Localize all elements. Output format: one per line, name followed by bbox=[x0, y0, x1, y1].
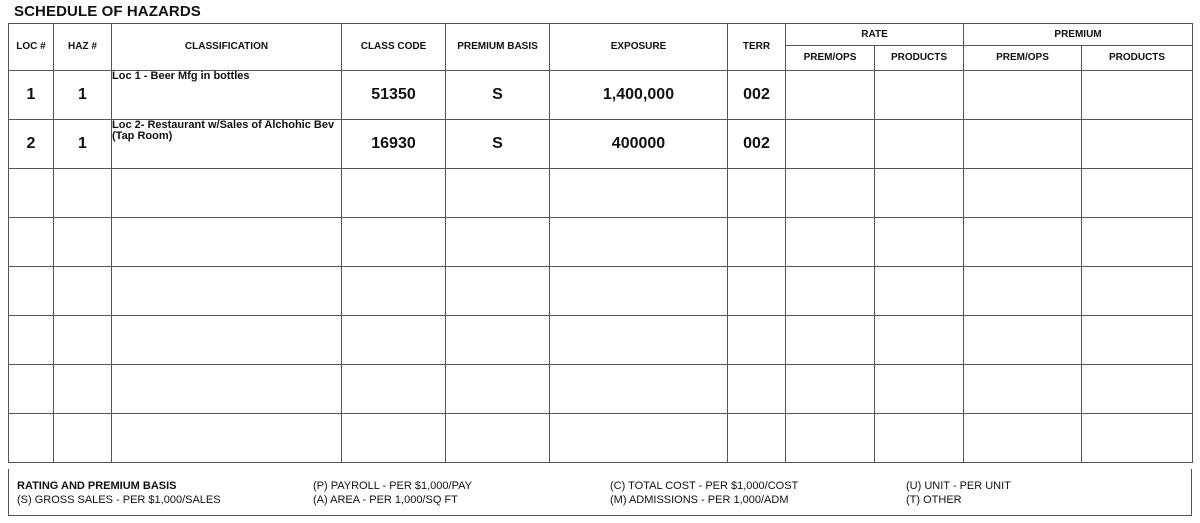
cell-class-code[interactable] bbox=[342, 169, 446, 218]
table-row bbox=[9, 365, 1193, 414]
cell-premium-premops[interactable] bbox=[964, 414, 1082, 463]
cell-haz[interactable] bbox=[54, 169, 112, 218]
cell-terr[interactable] bbox=[728, 169, 786, 218]
cell-rate-premops[interactable] bbox=[786, 414, 875, 463]
cell-classification[interactable]: Loc 1 - Beer Mfg in bottles bbox=[112, 71, 342, 120]
header-rate: RATE bbox=[786, 24, 964, 46]
header-terr: TERR bbox=[728, 24, 786, 71]
table-row bbox=[9, 316, 1193, 365]
cell-rate-products[interactable] bbox=[875, 365, 964, 414]
legend-gross-sales: (S) GROSS SALES - PER $1,000/SALES bbox=[17, 494, 221, 506]
legend-area: (A) AREA - PER 1,000/SQ FT bbox=[313, 494, 458, 506]
header-premium-basis: PREMIUM BASIS bbox=[446, 24, 550, 71]
cell-premium-basis[interactable] bbox=[446, 267, 550, 316]
cell-classification[interactable] bbox=[112, 365, 342, 414]
cell-loc[interactable] bbox=[9, 218, 54, 267]
header-classification: CLASSIFICATION bbox=[112, 24, 342, 71]
cell-terr[interactable] bbox=[728, 414, 786, 463]
cell-classification[interactable] bbox=[112, 267, 342, 316]
cell-haz[interactable]: 1 bbox=[54, 71, 112, 120]
header-haz: HAZ # bbox=[54, 24, 112, 71]
cell-premium-premops[interactable] bbox=[964, 71, 1082, 120]
legend-payroll: (P) PAYROLL - PER $1,000/PAY bbox=[313, 480, 472, 492]
cell-rate-premops[interactable] bbox=[786, 169, 875, 218]
cell-rate-products[interactable] bbox=[875, 267, 964, 316]
cell-haz[interactable] bbox=[54, 218, 112, 267]
cell-premium-basis[interactable] bbox=[446, 169, 550, 218]
cell-terr[interactable] bbox=[728, 267, 786, 316]
cell-premium-premops[interactable] bbox=[964, 120, 1082, 169]
legend-other: (T) OTHER bbox=[906, 494, 962, 506]
cell-premium-basis[interactable] bbox=[446, 316, 550, 365]
cell-rate-premops[interactable] bbox=[786, 71, 875, 120]
legend-heading: RATING AND PREMIUM BASIS bbox=[17, 480, 177, 492]
header-loc: LOC # bbox=[9, 24, 54, 71]
header-rate-products: PRODUCTS bbox=[875, 46, 964, 71]
cell-premium-basis[interactable]: S bbox=[446, 71, 550, 120]
cell-exposure[interactable] bbox=[550, 316, 728, 365]
cell-class-code[interactable] bbox=[342, 365, 446, 414]
cell-haz[interactable] bbox=[54, 365, 112, 414]
legend-total-cost: (C) TOTAL COST - PER $1,000/COST bbox=[610, 480, 799, 492]
legend-unit: (U) UNIT - PER UNIT bbox=[906, 480, 1011, 492]
header-premium-premops: PREM/OPS bbox=[964, 46, 1082, 71]
cell-premium-products[interactable] bbox=[1082, 316, 1193, 365]
cell-loc[interactable] bbox=[9, 267, 54, 316]
rating-basis-legend bbox=[8, 469, 1192, 516]
cell-rate-products[interactable] bbox=[875, 414, 964, 463]
cell-premium-products[interactable] bbox=[1082, 365, 1193, 414]
cell-rate-products[interactable] bbox=[875, 120, 964, 169]
header-class-code: CLASS CODE bbox=[342, 24, 446, 71]
cell-premium-basis[interactable]: S bbox=[446, 120, 550, 169]
cell-loc[interactable] bbox=[9, 316, 54, 365]
cell-premium-premops[interactable] bbox=[964, 365, 1082, 414]
cell-loc[interactable] bbox=[9, 169, 54, 218]
header-premium: PREMIUM bbox=[964, 24, 1193, 46]
table-row bbox=[9, 71, 1193, 120]
cell-premium-products[interactable] bbox=[1082, 218, 1193, 267]
cell-loc[interactable]: 2 bbox=[9, 120, 54, 169]
cell-loc[interactable]: 1 bbox=[9, 71, 54, 120]
header-premium-products: PRODUCTS bbox=[1082, 46, 1193, 71]
cell-rate-premops[interactable] bbox=[786, 218, 875, 267]
cell-terr[interactable]: 002 bbox=[728, 120, 786, 169]
table-row bbox=[9, 267, 1193, 316]
cell-rate-products[interactable] bbox=[875, 71, 964, 120]
cell-class-code[interactable] bbox=[342, 316, 446, 365]
cell-premium-premops[interactable] bbox=[964, 218, 1082, 267]
cell-haz[interactable] bbox=[54, 414, 112, 463]
cell-exposure[interactable] bbox=[550, 414, 728, 463]
cell-premium-basis[interactable] bbox=[446, 218, 550, 267]
cell-premium-basis[interactable] bbox=[446, 365, 550, 414]
cell-classification[interactable]: Loc 2- Restaurant w/Sales of Alchohic Bev (Tap Room) bbox=[112, 120, 342, 169]
cell-loc[interactable] bbox=[9, 365, 54, 414]
cell-terr[interactable] bbox=[728, 365, 786, 414]
cell-classification[interactable] bbox=[112, 316, 342, 365]
cell-premium-premops[interactable] bbox=[964, 267, 1082, 316]
cell-premium-basis[interactable] bbox=[446, 414, 550, 463]
cell-exposure[interactable] bbox=[550, 365, 728, 414]
cell-class-code[interactable] bbox=[342, 218, 446, 267]
cell-rate-products[interactable] bbox=[875, 169, 964, 218]
cell-premium-products[interactable] bbox=[1082, 169, 1193, 218]
cell-premium-products[interactable] bbox=[1082, 267, 1193, 316]
cell-premium-premops[interactable] bbox=[964, 316, 1082, 365]
cell-terr[interactable]: 002 bbox=[728, 71, 786, 120]
cell-haz[interactable] bbox=[54, 267, 112, 316]
cell-classification[interactable] bbox=[112, 218, 342, 267]
header-exposure: EXPOSURE bbox=[550, 24, 728, 71]
cell-premium-premops[interactable] bbox=[964, 169, 1082, 218]
cell-rate-premops[interactable] bbox=[786, 120, 875, 169]
cell-class-code[interactable] bbox=[342, 267, 446, 316]
cell-loc[interactable] bbox=[9, 414, 54, 463]
cell-rate-premops[interactable] bbox=[786, 316, 875, 365]
cell-premium-products[interactable] bbox=[1082, 71, 1193, 120]
cell-premium-products[interactable] bbox=[1082, 120, 1193, 169]
table-row bbox=[9, 218, 1193, 267]
cell-rate-premops[interactable] bbox=[786, 267, 875, 316]
cell-exposure[interactable] bbox=[550, 218, 728, 267]
cell-haz[interactable] bbox=[54, 316, 112, 365]
cell-haz[interactable]: 1 bbox=[54, 120, 112, 169]
cell-class-code[interactable]: 51350 bbox=[342, 71, 446, 120]
form-title: SCHEDULE OF HAZARDS bbox=[14, 3, 201, 20]
cell-terr[interactable] bbox=[728, 218, 786, 267]
legend-admissions: (M) ADMISSIONS - PER 1,000/ADM bbox=[610, 494, 789, 506]
cell-exposure[interactable] bbox=[550, 267, 728, 316]
table-row bbox=[9, 169, 1193, 218]
cell-rate-products[interactable] bbox=[875, 316, 964, 365]
cell-classification[interactable] bbox=[112, 414, 342, 463]
hazards-table bbox=[8, 23, 1193, 463]
cell-rate-premops[interactable] bbox=[786, 365, 875, 414]
cell-exposure[interactable] bbox=[550, 169, 728, 218]
cell-exposure[interactable]: 400000 bbox=[550, 120, 728, 169]
cell-rate-products[interactable] bbox=[875, 218, 964, 267]
cell-classification[interactable] bbox=[112, 169, 342, 218]
cell-class-code[interactable] bbox=[342, 414, 446, 463]
cell-terr[interactable] bbox=[728, 316, 786, 365]
cell-premium-products[interactable] bbox=[1082, 414, 1193, 463]
table-row bbox=[9, 120, 1193, 169]
cell-exposure[interactable]: 1,400,000 bbox=[550, 71, 728, 120]
header-rate-premops: PREM/OPS bbox=[786, 46, 875, 71]
cell-class-code[interactable]: 16930 bbox=[342, 120, 446, 169]
table-row bbox=[9, 414, 1193, 463]
